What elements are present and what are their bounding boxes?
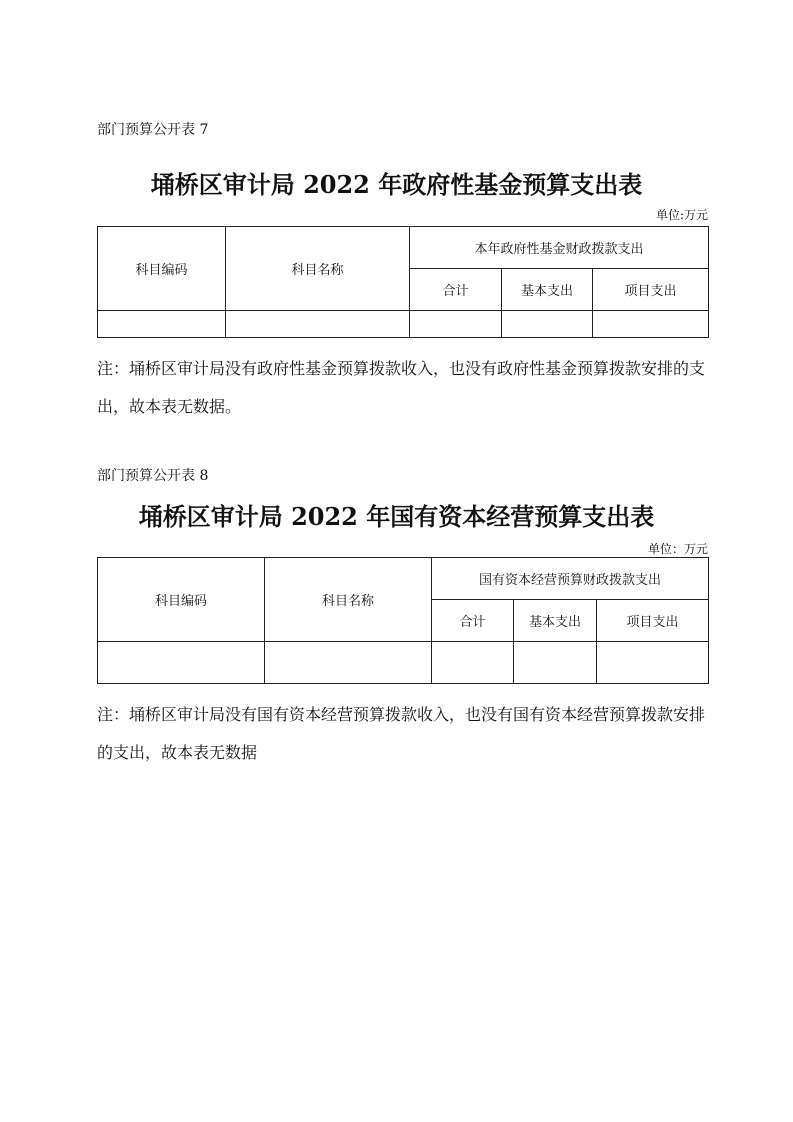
group-header: 本年政府性基金财政拨款支出	[410, 227, 709, 269]
empty-cell	[265, 642, 432, 684]
table-8-title: 埇桥区审计局 2022 年国有资本经营预算支出表	[138, 502, 655, 531]
table-8-label: 部门预算公开表 8	[97, 468, 209, 484]
empty-cell	[226, 311, 410, 338]
empty-cell	[593, 311, 709, 338]
table-8-unit: 单位：万元	[647, 542, 708, 556]
sub-header-basic: 基本支出	[502, 269, 593, 311]
table-8	[97, 557, 709, 684]
col-code-header: 科目编码	[98, 558, 265, 642]
empty-cell	[432, 642, 514, 684]
sub-header-project: 项目支出	[593, 269, 709, 311]
table-7-title: 埇桥区审计局 2022 年政府性基金预算支出表	[150, 170, 643, 199]
table-7-note: 注：埇桥区审计局没有政府性基金预算拨款收入，也没有政府性基金预算拨款安排的支出，故本表无数据。	[97, 359, 706, 416]
sub-header-total: 合计	[410, 269, 502, 311]
empty-cell	[410, 311, 502, 338]
col-code-header: 科目编码	[98, 227, 226, 311]
empty-cell	[514, 642, 597, 684]
table-7-label: 部门预算公开表 7	[97, 122, 209, 138]
sub-header-project: 项目支出	[597, 600, 709, 642]
group-header: 国有资本经营预算财政拨款支出	[432, 558, 709, 600]
table-row	[98, 311, 709, 338]
empty-cell	[597, 642, 709, 684]
sub-header-total: 合计	[432, 600, 514, 642]
table-7	[97, 226, 709, 338]
sub-header-basic: 基本支出	[514, 600, 597, 642]
empty-cell	[98, 311, 226, 338]
col-name-header: 科目名称	[265, 558, 432, 642]
empty-cell	[98, 642, 265, 684]
col-name-header: 科目名称	[226, 227, 410, 311]
table-7-unit: 单位:万元	[655, 208, 708, 222]
empty-cell	[502, 311, 593, 338]
table-row	[98, 642, 709, 684]
table-8-note: 注：埇桥区审计局没有国有资本经营预算拨款收入，也没有国有资本经营预算拨款安排的支出，故本表无数据	[97, 705, 706, 762]
